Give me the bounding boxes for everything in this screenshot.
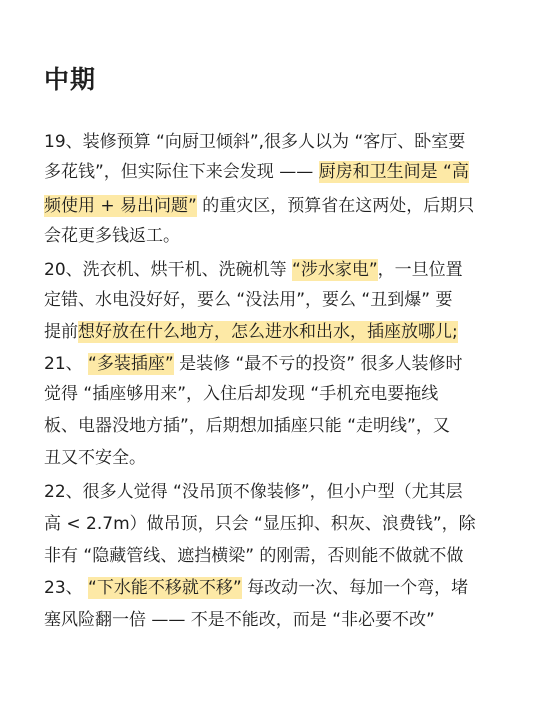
text-line: [44, 258, 463, 282]
text-segment: 高 < 2.7m）做吊顶，只会 “显压抑、积灰、浪费钱”，除: [44, 514, 476, 534]
highlighted-text: “涉水家电”: [292, 260, 378, 280]
text-segment: 觉得 “插座够用来”，入住后却发现 “手机充电要拖线: [44, 384, 439, 404]
section-heading: 中期: [44, 65, 97, 94]
text-segment: 19、装修预算 “向厨卫倾斜”,很多人以为 “客厅、卧室要: [44, 132, 466, 152]
highlighted-text: 厨房和卫生间是 “高: [318, 162, 469, 182]
text-segment: 23、: [44, 578, 89, 598]
text-segment: 塞风险翻一倍 —— 不是不能改，而是 “非必要不改”: [44, 610, 435, 630]
text-line: [44, 446, 146, 470]
text-line: [44, 480, 463, 504]
text-line: [44, 194, 474, 218]
text-line: [44, 288, 452, 312]
text-line: [44, 414, 450, 438]
text-segment: 的重灾区，预算省在这两处，后期只: [196, 196, 475, 216]
text-line: [44, 512, 476, 536]
text-line: [44, 576, 468, 600]
highlighted-text: “下水能不移就不移”: [88, 578, 242, 598]
text-line: [44, 130, 465, 154]
text-line: [44, 320, 458, 344]
text-line: [44, 544, 463, 568]
text-line: [44, 160, 469, 184]
text-line: [44, 608, 435, 632]
text-segment: 提前: [44, 322, 78, 342]
text-segment: 丑又不安全。: [44, 448, 146, 468]
text-segment: 板、电器没地方插”，后期想加插座只能 “走明线”，又: [44, 416, 450, 436]
highlighted-text: 频使用 + 易出问题”: [44, 196, 197, 216]
text-segment: 每改动一次、每加一个弯，堵: [241, 578, 469, 598]
text-line: [44, 224, 180, 248]
text-segment: 会花更多钱返工。: [44, 226, 180, 246]
text-segment: ，一旦位置: [377, 260, 463, 280]
text-line: [44, 352, 463, 376]
text-segment: 是装修 “最不亏的投资” 很多人装修时: [173, 354, 463, 374]
text-segment: 非有 “隐藏管线、遮挡横梁” 的刚需，否则能不做就不做: [44, 546, 464, 566]
text-line: [44, 382, 438, 406]
text-segment: 22、很多人觉得 “没吊顶不像装修”，但小户型（尤其层: [44, 482, 463, 502]
highlighted-text: “多装插座”: [88, 354, 174, 374]
highlighted-text: 想好放在什么地方，怎么进水和出水，插座放哪儿;: [78, 322, 458, 342]
text-segment: 定错、水电没好好，要么 “没法用”，要么 “丑到爆” 要: [44, 290, 453, 310]
text-segment: 20、洗衣机、烘干机、洗碗机等: [44, 260, 293, 280]
text-segment: 21、: [44, 354, 89, 374]
text-segment: 多花钱”，但实际住下来会发现 ——: [44, 162, 319, 182]
